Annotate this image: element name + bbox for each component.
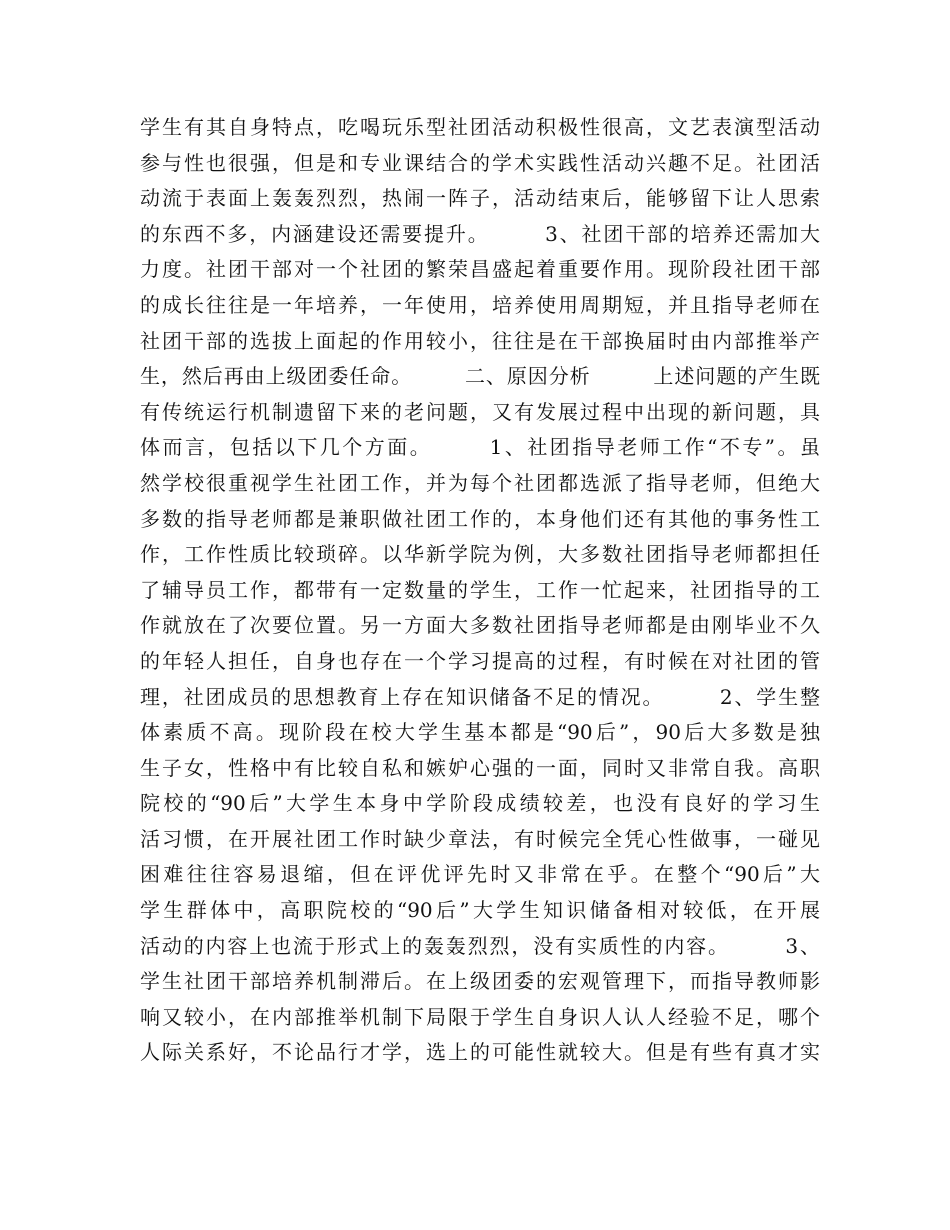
text-line-14: 了辅导员工作，都带有一定数量的学生，工作一忙起来，社团指导的工 (140, 577, 820, 602)
text-line-6: 的成长往往是一年培养，一年使用，培养使用周期短，并且指导老师在 (140, 292, 820, 317)
text-line-10: 体而言，包括以下几个方面。 1、社团指导老师工作“不专”。虽 (140, 435, 820, 460)
text-line-27: 人际关系好，不论品行才学，选上的可能性就较大。但是有些有真才实 (140, 1040, 820, 1065)
text-line-4: 的东西不多，内涵建设还需要提升。 3、社团干部的培养还需加大 (140, 221, 820, 246)
text-line-21: 活习惯，在开展社团工作时缺少章法，有时候完全凭心性做事，一碰见 (140, 826, 820, 851)
text-line-9: 有传统运行机制遗留下来的老问题，又有发展过程中出现的新问题，具 (140, 399, 820, 424)
text-line-25: 学生社团干部培养机制滞后。在上级团委的宏观管理下，而指导教师影 (140, 969, 820, 994)
text-line-2: 参与性也很强，但是和专业课结合的学术实践性活动兴趣不足。社团活 (140, 150, 820, 175)
text-line-26: 响又较小，在内部推举机制下局限于学生自身识人认人经验不足，哪个 (140, 1004, 820, 1029)
text-line-1: 学生有其自身特点，吃喝玩乐型社团活动积极性很高，文艺表演型活动 (140, 115, 820, 139)
text-line-3: 动流于表面上轰轰烈烈，热闹一阵子，活动结束后，能够留下让人思索 (140, 186, 820, 211)
text-line-19: 生子女，性格中有比较自私和嫉妒心强的一面，同时又非常自我。高职 (140, 755, 820, 780)
text-line-20: 院校的“90后”大学生本身中学阶段成绩较差，也没有良好的学习生 (140, 791, 820, 816)
body-text (140, 110, 820, 1071)
text-line-13: 作，工作性质比较琐碎。以华新学院为例，大多数社团指导老师都担任 (140, 542, 820, 567)
text-line-7: 社团干部的选拔上面起的作用较小，往往是在干部换届时由内部推举产 (140, 328, 820, 353)
text-line-16: 的年轻人担任，自身也存在一个学习提高的过程，有时候在对社团的管 (140, 648, 820, 673)
text-line-22: 困难往往容易退缩，但在评优评先时又非常在乎。在整个“90后”大 (140, 862, 820, 887)
text-line-17: 理，社团成员的思想教育上存在知识储备不足的情况。 2、学生整 (140, 684, 820, 709)
text-line-24: 活动的内容上也流于形式上的轰轰烈烈，没有实质性的内容。 3、 (140, 933, 820, 958)
text-line-11: 然学校很重视学生社团工作，并为每个社团都选派了指导老师，但绝大 (140, 470, 820, 495)
text-line-8: 生，然后再由上级团委任命。 二、原因分析 上述问题的产生既 (140, 364, 820, 389)
text-line-12: 多数的指导老师都是兼职做社团工作的，本身他们还有其他的事务性工 (140, 506, 820, 531)
text-line-5: 力度。社团干部对一个社团的繁荣昌盛起着重要作用。现阶段社团干部 (140, 257, 820, 282)
text-line-23: 学生群体中，高职院校的“90后”大学生知识储备相对较低，在开展 (140, 898, 820, 923)
text-line-18: 体素质不高。现阶段在校大学生基本都是“90后”，90后大多数是独 (140, 720, 820, 745)
text-line-15: 作就放在了次要位置。另一方面大多数社团指导老师都是由刚毕业不久 (140, 613, 820, 638)
